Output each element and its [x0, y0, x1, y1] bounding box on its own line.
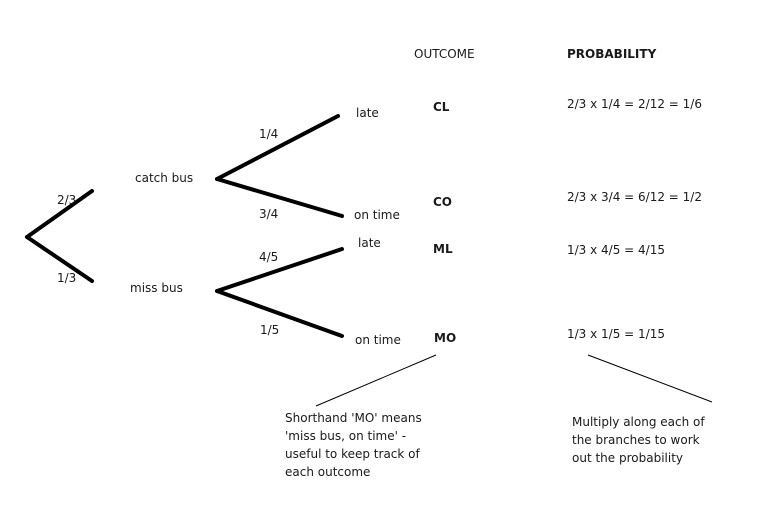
probability-header: PROBABILITY	[567, 47, 657, 61]
note-shorthand: Shorthand 'MO' means 'miss bus, on time' - useful to keep track of each outcome	[285, 411, 422, 479]
probability-calc-mo: 1/3 x 1/5 = 1/15	[567, 327, 665, 341]
branch-label-miss-on-time: on time	[355, 333, 401, 347]
prob-label-catch-on-time: 3/4	[259, 207, 279, 221]
branch-label-miss-bus: miss bus	[130, 281, 183, 295]
branch-label-catch-late: late	[356, 106, 379, 120]
branch-catch-late	[217, 116, 338, 179]
branch-label-miss-late: late	[358, 236, 381, 250]
prob-label-miss-on-time: 1/5	[260, 323, 280, 337]
pointer-line-shorthand	[316, 355, 436, 406]
outcome-header: OUTCOME	[414, 47, 475, 61]
probability-calc-co: 2/3 x 3/4 = 6/12 = 1/2	[567, 190, 702, 204]
probability-calc-cl: 2/3 x 1/4 = 2/12 = 1/6	[567, 97, 702, 111]
prob-label-catch-late: 1/4	[259, 127, 279, 141]
probability-calc-ml: 1/3 x 4/5 = 4/15	[567, 243, 665, 257]
branch-catch-on-time	[217, 179, 342, 216]
branch-label-catch-on-time: on time	[354, 208, 400, 222]
prob-label-miss: 1/3	[57, 271, 77, 285]
prob-label-miss-late: 4/5	[259, 250, 279, 264]
pointer-line-multiply	[588, 355, 712, 402]
note-multiply: Multiply along each of the branches to work out the probability	[572, 415, 705, 465]
outcome-code-ml: ML	[433, 242, 453, 256]
outcome-code-mo: MO	[434, 331, 457, 345]
outcome-code-cl: CL	[433, 100, 450, 114]
prob-label-catch: 2/3	[57, 193, 77, 207]
outcome-code-co: CO	[433, 195, 453, 209]
branch-miss-on-time	[217, 291, 342, 336]
branch-miss-late	[217, 249, 342, 291]
branch-label-catch-bus: catch bus	[135, 171, 194, 185]
